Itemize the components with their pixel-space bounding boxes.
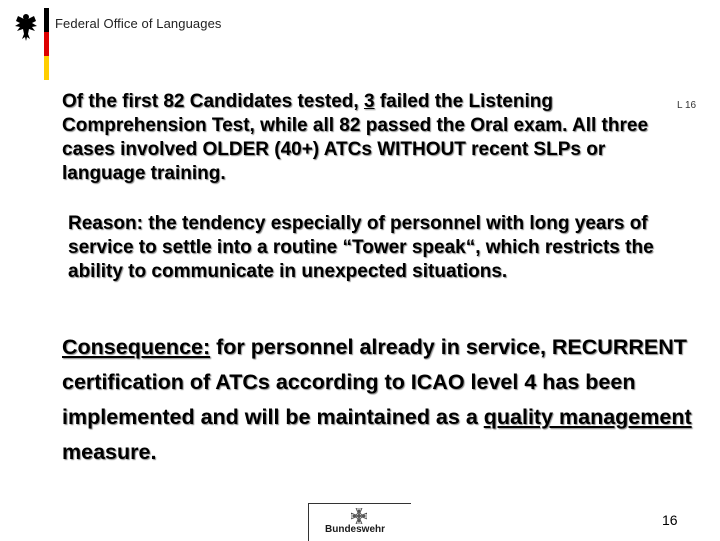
finding-paragraph: [62, 90, 662, 186]
quality-management-term: quality management: [483, 405, 692, 429]
finding-text-end: failed the Listening Comprehension Test, while all 82 passed the Oral exam. All three cases involved OLDER (40+) ATCs WITHOUT recent SLPs or language training.: [62, 91, 649, 184]
bundeswehr-logo: [308, 503, 411, 541]
consequence-text-end: measure.: [62, 440, 157, 464]
failed-count: 3: [363, 91, 375, 112]
slide-reference: L 16: [677, 100, 697, 111]
page-number: 16: [662, 512, 678, 528]
consequence-label: Consequence:: [62, 335, 211, 359]
consequence-text-start: for personnel already in service, RECURRENT certification of ATCs according to ICAO level 4 has been implemented and will be maintained as a: [62, 335, 687, 429]
reason-paragraph: Reason: the tendency especially of personnel with long years of service to settle into a routine “Tower speak“, which restricts the ability to communicate in unexpected situations.: [68, 213, 654, 282]
federal-eagle-icon: [14, 12, 38, 42]
consequence-paragraph: [62, 330, 712, 470]
finding-text-start: Of the first 82 Candidates tested,: [62, 91, 364, 112]
bundeswehr-text: Bundeswehr: [325, 524, 386, 535]
org-name: Federal Office of Languages: [55, 16, 222, 31]
iron-cross-icon: [351, 508, 367, 524]
flag-stripe: [44, 8, 49, 80]
